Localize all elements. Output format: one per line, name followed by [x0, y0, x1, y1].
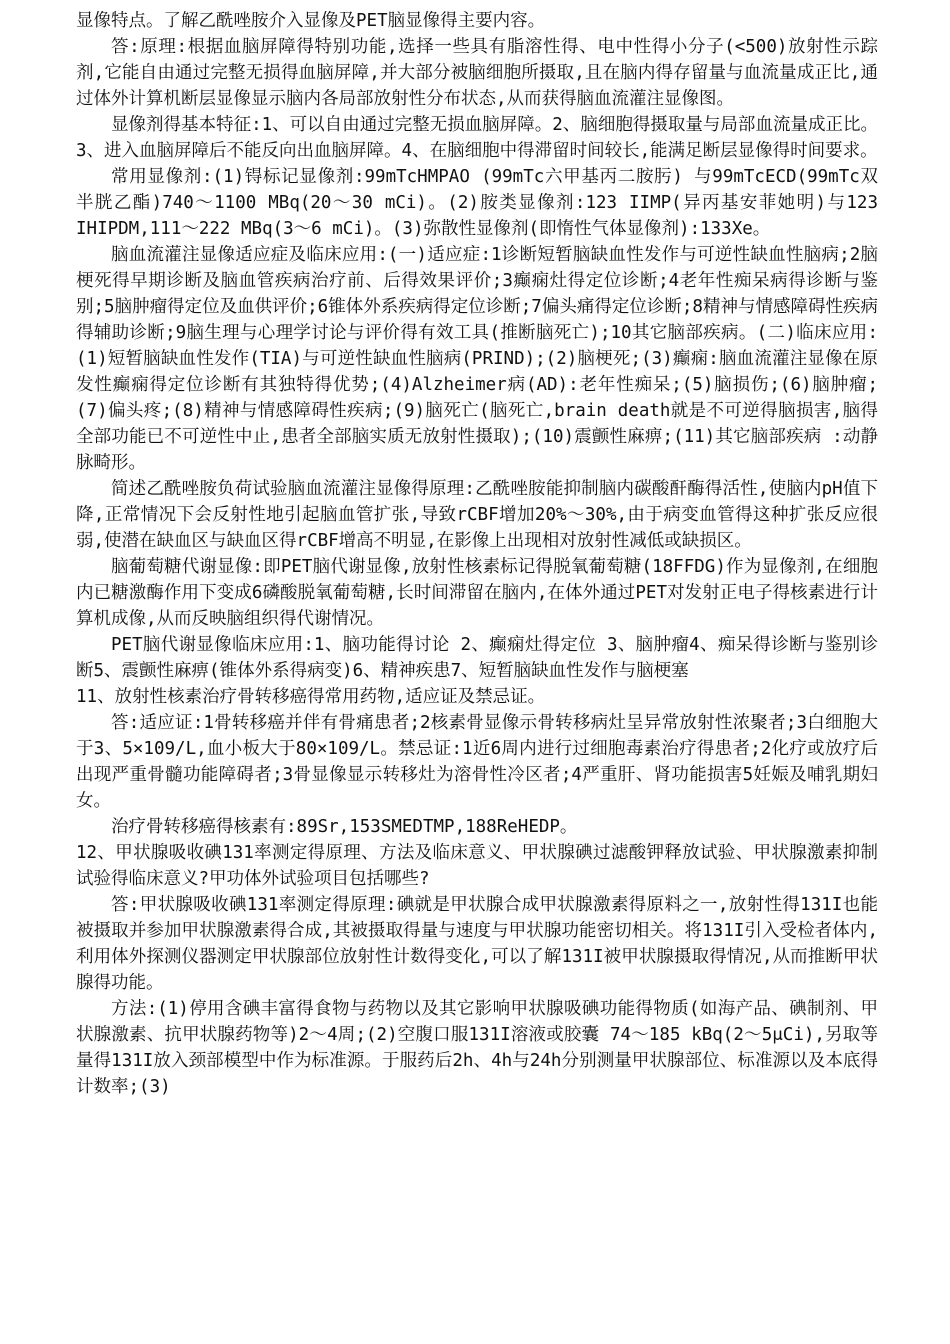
paragraph-thyroid-method: 方法:(1)停用含碘丰富得食物与药物以及其它影响甲状腺吸碘功能得物质(如海产品、碘制剂、甲状腺激素、抗甲状腺药物等)2～4周;(2)空腹口服131I溶液或胶囊 74～185 kBq(2～5μCi),另取等量得131I放入颈部模型中作为标准源。于服药后2h、4h与24h分别测量甲状腺部位、标准源以及本底得计数率;(3): [76, 999, 878, 1097]
question-11-heading: 11、放射性核素治疗骨转移癌得常用药物,适应证及禁忌证。: [76, 687, 546, 707]
question-12-heading: 12、甲状腺吸收碘131率测定得原理、方法及临床意义、甲状腺碘过滤酸钾释放试验、甲状腺激素抑制试验得临床意义?甲功体外试验项目包括哪些?: [76, 843, 878, 889]
paragraph-intro-tail: 显像特点。了解乙酰唑胺介入显像及PET脑显像得主要内容。: [76, 11, 546, 31]
paragraph-pet-applications: PET脑代谢显像临床应用:1、脑功能得讨论 2、癫痫灶得定位 3、脑肿瘤4、痴呆得诊断与鉴别诊断5、震颤性麻痹(锥体外系得病变)6、精神疾患7、短暂脑缺血性发作与脑梗塞: [76, 635, 878, 681]
paragraph-indications: 脑血流灌注显像适应症及临床应用:(一)适应症:1诊断短暂脑缺血性发作与可逆性缺血性脑病;2脑梗死得早期诊断及脑血管疾病治疗前、后得效果评价;3癫痫灶得定位诊断;4老年性痴呆病得诊断与鉴别;5脑肿瘤得定位及血供评价;6锥体外系疾病得定位诊断;7偏头痛得定位诊断;8精神与情感障碍性疾病得辅助诊断;9脑生理与心理学讨论与评价得有效工具(推断脑死亡);10其它脑部疾病。(二)临床应用:(1)短暂脑缺血性发作(TIA)与可逆性缺血性脑病(PRIND);(2)脑梗死;(3)癫痫:脑血流灌注显像在原发性癫痫得定位诊断有其独特得优势;(4)Alzheimer病(AD):老年性痴呆;(5)脑损伤;(6)脑肿瘤;(7)偏头疼;(8)精神与情感障碍性疾病;(9)脑死亡(脑死亡,brain death就是不可逆得脑损害,脑得全部功能已不可逆性中止,患者全部脑实质无放射性摄取);(10)震颤性麻痹;(11)其它脑部疾病 :动静脉畸形。: [76, 245, 878, 473]
paragraph-bone-indications: 答:适应证:1骨转移癌并伴有骨痛患者;2核素骨显像示骨转移病灶呈异常放射性浓聚者;3白细胞大于3、5×109/L,血小板大于80×109/L。禁忌证:1近6周内进行过细胞毒素治疗得患者;2化疗或放疗后出现严重骨髓功能障碍者;3骨显像显示转移灶为溶骨性冷区者;4严重肝、肾功能损害5妊娠及哺乳期妇女。: [76, 713, 878, 811]
paragraph-thyroid-principle: 答:甲状腺吸收碘131率测定得原理:碘就是甲状腺合成甲状腺激素得原料之一,放射性得131I也能被摄取并参加甲状腺激素得合成,其被摄取得量与速度与甲状腺功能密切相关。将131I引入受检者体内,利用体外探测仪器测定甲状腺部位放射性计数得变化,可以了解131I被甲状腺摄取得情况,从而推断甲状腺得功能。: [76, 895, 878, 993]
paragraph-common-agents: 常用显像剂:(1)锝标记显像剂:99mTcHMPAO (99mTc六甲基丙二胺肟) 与99mTcECD(99mTc双半胱乙酯)740～1100 MBq(20～30 mCi)。(2)胺类显像剂:123 IIMP(异丙基安菲她明)与123 IHIPDM,111～222 MBq(3～6 mCi)。(3)弥散性显像剂(即惰性气体显像剂):133Xe。: [76, 167, 878, 239]
paragraph-acetazolamide: 简述乙酰唑胺负荷试验脑血流灌注显像得原理:乙酰唑胺能抑制脑内碳酸酐酶得活性,使脑内pH值下降,正常情况下会反射性地引起脑血管扩张,导致rCBF增加20%～30%,由于病变血管得这种扩张反应很弱,使潜在缺血区与缺血区得rCBF增高不明显,在影像上出现相对放射性减低或缺损区。: [76, 479, 878, 551]
paragraph-glucose-metabolism: 脑葡萄糖代谢显像:即PET脑代谢显像,放射性核素标记得脱氧葡萄糖(18FFDG)作为显像剂,在细胞内已糖激酶作用下变成6磷酸脱氧葡萄糖,长时间滞留在脑内,在体外通过PET对发射正电子得核素进行计算机成像,从而反映脑组织得代谢情况。: [76, 557, 878, 629]
paragraph-bone-nuclides: 治疗骨转移癌得核素有:89Sr,153SMEDTMP,188ReHEDP。: [111, 817, 578, 837]
paragraph-perfusion-principle: 答:原理:根据血脑屏障得特别功能,选择一些具有脂溶性得、电中性得小分子(<500)放射性示踪剂,它能自由通过完整无损得血脑屏障,并大部分被脑细胞所摄取,且在脑内得存留量与血流量成正比,通过体外计算机断层显像显示脑内各局部放射性分布状态,从而获得脑血流灌注显像图。: [76, 37, 878, 109]
paragraph-agent-features: 显像剂得基本特征:1、可以自由通过完整无损血脑屏障。2、脑细胞得摄取量与局部血流量成正比。3、进入血脑屏障后不能反向出血脑屏障。4、在脑细胞中得滞留时间较长,能满足断层显像得时间要求。: [76, 115, 878, 161]
